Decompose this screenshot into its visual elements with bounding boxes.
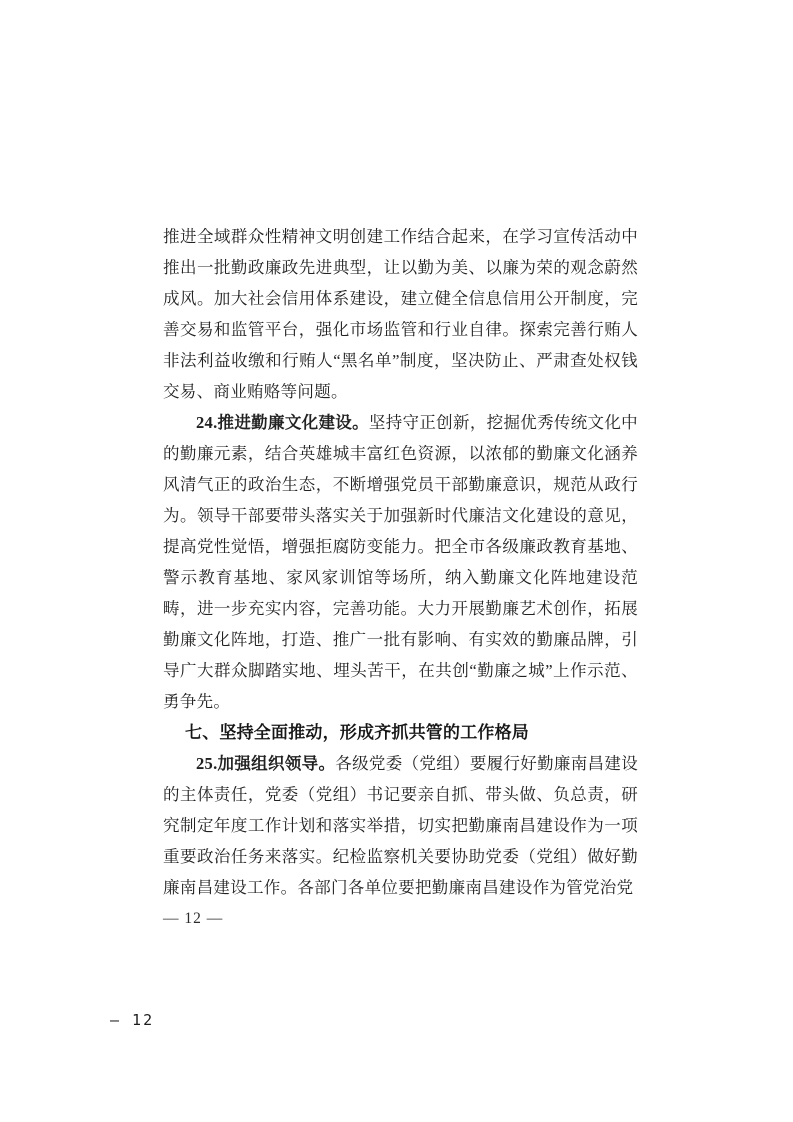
paragraph-text: 坚持守正创新，挖掘优秀传统文化中的勤廉元素，结合英雄城丰富红色资源，以浓郁的勤廉文化涵养风清气正的政治生态，不断增强党员干部勤廉意识，规范从政行为。领导干部要带头落实关于加强新时代廉洁文化建设的意见，提高党性觉悟，增强拒腐防变能力。把全市各级廉政教育基地、警示教育基地、家风家训馆等场所，纳入勤廉文化阵地建设范畴，进一步充实内容，完善功能。大力开展勤廉艺术创作，拓展勤廉文化阵地，打造、推广一批有影响、有实效的勤廉品牌，引导广大群众脚踏实地、埋头苦干，在共创“勤廉之城”上作示范、勇争先。 (163, 413, 638, 711)
paragraph-lead: 25.加强组织领导。 (196, 754, 336, 773)
corner-page-number: — 12 (110, 1011, 155, 1029)
document-text-block (163, 221, 638, 934)
section-heading: 七、坚持全面推动，形成齐抓共管的工作格局 (185, 723, 529, 742)
page-number: — 12 — (163, 910, 224, 927)
paragraph-lead: 24.推进勤廉文化建设。 (196, 413, 369, 432)
paragraph-continuation (163, 221, 638, 407)
paragraph-item-24 (163, 407, 638, 717)
paragraph-item-25 (163, 748, 638, 903)
paragraph-text: 推进全域群众性精神文明创建工作结合起来，在学习宣传活动中推出一批勤政廉政先进典型，让以勤为美、以廉为荣的观念蔚然成风。加大社会信用体系建设，建立健全信息信用公开制度，完善交易和监管平台，强化市场监管和行业自律。探索完善行贿人非法利益收缴和行贿人“黑名单”制度，坚决防止、严肃查处权钱交易、商业贿赂等问题。 (163, 227, 638, 401)
paragraph-text: 各级党委（党组）要履行好勤廉南昌建设的主体责任，党委（党组）书记要亲自抓、带头做、负总责，研究制定年度工作计划和落实举措，切实把勤廉南昌建设作为一项重要政治任务来落实。纪检监察机关要协助党委（党组）做好勤廉南昌建设工作。各部门各单位要把勤廉南昌建设作为管党治党 (163, 754, 638, 897)
